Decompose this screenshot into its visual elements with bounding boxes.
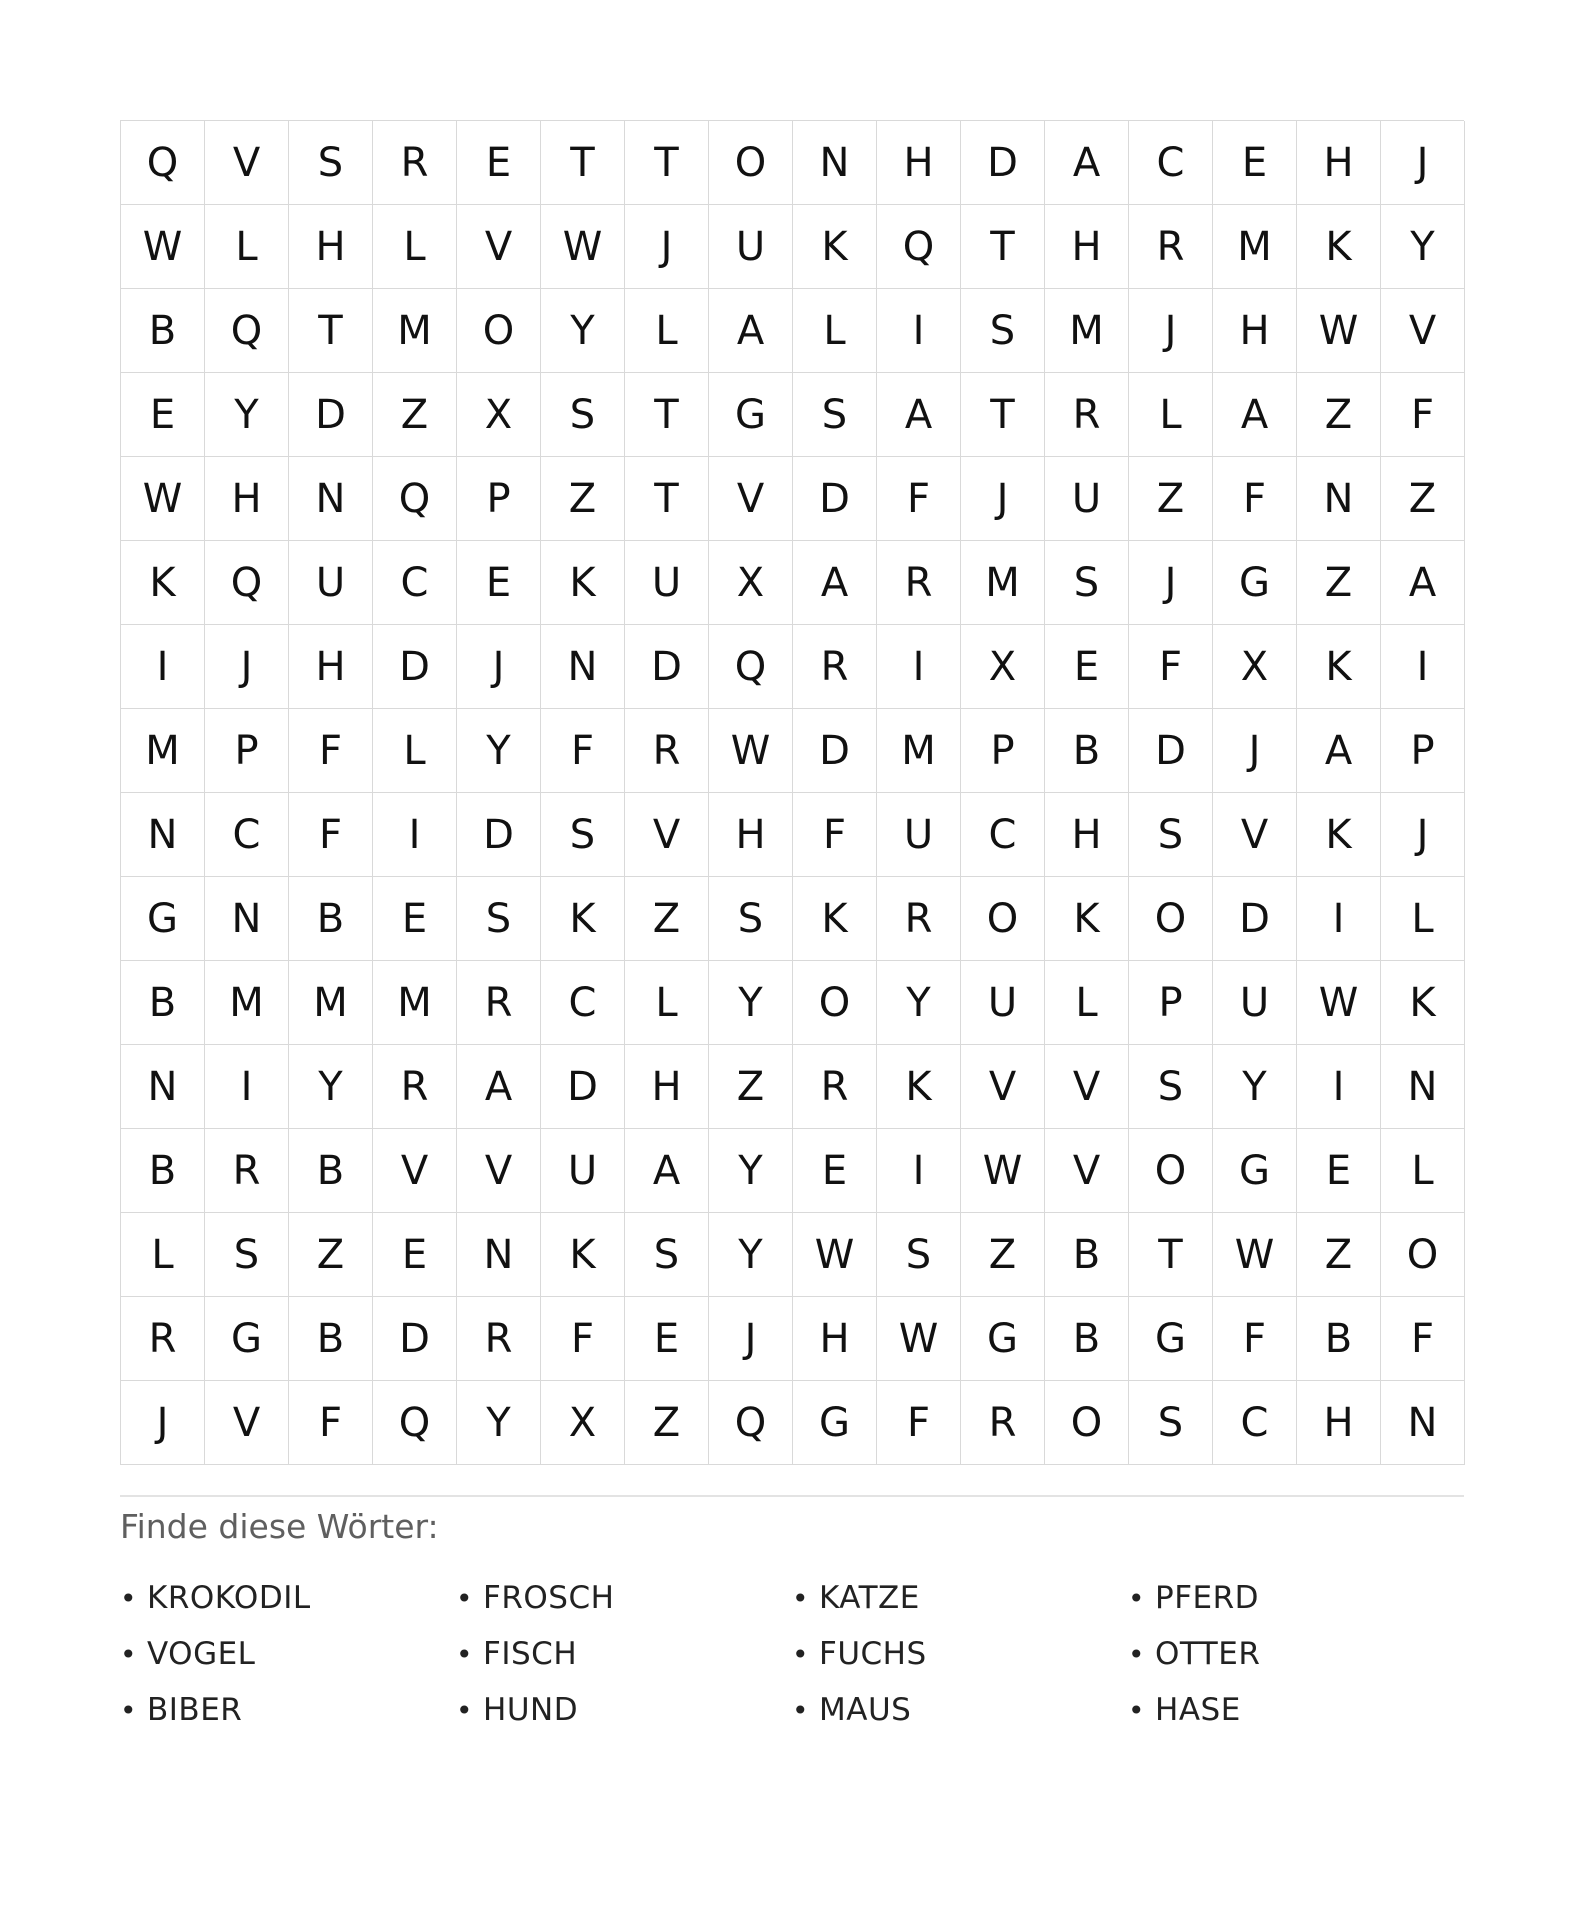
grid-cell[interactable]: H — [625, 1045, 709, 1129]
grid-cell[interactable]: J — [961, 457, 1045, 541]
grid-cell[interactable]: G — [793, 1381, 877, 1465]
word-label: HUND — [483, 1692, 579, 1728]
grid-cell[interactable]: N — [289, 457, 373, 541]
grid-cell[interactable]: H — [1297, 121, 1381, 205]
grid-cell[interactable]: D — [457, 793, 541, 877]
grid-cell[interactable]: I — [877, 289, 961, 373]
grid-cell[interactable]: K — [1297, 205, 1381, 289]
grid-cell[interactable]: H — [1045, 205, 1129, 289]
grid-cell[interactable]: F — [1381, 373, 1465, 457]
grid-cell[interactable]: J — [205, 625, 289, 709]
grid-cell[interactable]: M — [1213, 205, 1297, 289]
grid-cell[interactable]: G — [121, 877, 205, 961]
grid-cell[interactable]: R — [457, 1297, 541, 1381]
grid-cell[interactable]: Q — [709, 1381, 793, 1465]
grid-cell[interactable]: C — [373, 541, 457, 625]
grid-cell[interactable]: B — [289, 1129, 373, 1213]
grid-cell[interactable]: Z — [541, 457, 625, 541]
grid-cell[interactable]: U — [877, 793, 961, 877]
word-label: HASE — [1155, 1692, 1241, 1728]
grid-cell[interactable]: X — [709, 541, 793, 625]
word-list-item — [1128, 1682, 1464, 1738]
word-list-item — [1128, 1626, 1464, 1682]
grid-cell[interactable]: D — [373, 1297, 457, 1381]
grid-cell[interactable]: U — [541, 1129, 625, 1213]
grid-cell[interactable]: F — [877, 457, 961, 541]
grid-cell[interactable]: Z — [961, 1213, 1045, 1297]
grid-cell[interactable]: A — [1213, 373, 1297, 457]
grid-cell[interactable]: N — [121, 793, 205, 877]
grid-cell[interactable]: U — [1213, 961, 1297, 1045]
grid-cell[interactable]: E — [373, 1213, 457, 1297]
grid-cell[interactable]: A — [1381, 541, 1465, 625]
grid-cell[interactable]: H — [793, 1297, 877, 1381]
grid-cell[interactable]: F — [289, 793, 373, 877]
grid-cell[interactable]: V — [1213, 793, 1297, 877]
grid-cell[interactable]: R — [373, 1045, 457, 1129]
grid-cell[interactable]: G — [1213, 1129, 1297, 1213]
grid-cell[interactable]: N — [541, 625, 625, 709]
bullet-icon: • — [1128, 1637, 1146, 1671]
grid-cell[interactable]: W — [793, 1213, 877, 1297]
grid-cell[interactable]: M — [373, 289, 457, 373]
grid-cell[interactable]: E — [1213, 121, 1297, 205]
grid-cell[interactable]: A — [1045, 121, 1129, 205]
grid-cell[interactable]: M — [373, 961, 457, 1045]
grid-cell[interactable]: S — [625, 1213, 709, 1297]
grid-cell[interactable]: C — [541, 961, 625, 1045]
grid-cell[interactable]: A — [457, 1045, 541, 1129]
grid-cell[interactable]: J — [1129, 541, 1213, 625]
grid-cell[interactable]: U — [709, 205, 793, 289]
grid-cell[interactable]: B — [289, 1297, 373, 1381]
grid-cell[interactable]: V — [1045, 1129, 1129, 1213]
grid-cell[interactable]: G — [961, 1297, 1045, 1381]
word-label: FROSCH — [483, 1580, 615, 1616]
grid-cell[interactable]: L — [1129, 373, 1213, 457]
grid-cell[interactable]: C — [1129, 121, 1213, 205]
grid-cell[interactable]: H — [289, 625, 373, 709]
grid-cell[interactable]: S — [1129, 1381, 1213, 1465]
grid-cell[interactable]: L — [793, 289, 877, 373]
grid-cell[interactable]: G — [709, 373, 793, 457]
grid-cell[interactable]: Z — [1129, 457, 1213, 541]
grid-cell[interactable]: F — [541, 1297, 625, 1381]
grid-cell[interactable]: O — [1129, 877, 1213, 961]
grid-cell[interactable]: L — [1381, 1129, 1465, 1213]
word-label: PFERD — [1155, 1580, 1260, 1616]
grid-cell[interactable]: N — [121, 1045, 205, 1129]
grid-cell[interactable]: Y — [1213, 1045, 1297, 1129]
grid-cell[interactable]: F — [1129, 625, 1213, 709]
grid-cell[interactable]: Z — [1297, 373, 1381, 457]
grid-cell[interactable]: H — [877, 121, 961, 205]
grid-cell[interactable]: U — [289, 541, 373, 625]
grid-cell[interactable]: J — [1381, 121, 1465, 205]
grid-cell[interactable]: U — [1045, 457, 1129, 541]
grid-cell[interactable]: R — [373, 121, 457, 205]
grid-cell[interactable]: O — [1381, 1213, 1465, 1297]
grid-cell[interactable]: Z — [289, 1213, 373, 1297]
grid-cell[interactable]: M — [121, 709, 205, 793]
grid-cell[interactable]: K — [541, 541, 625, 625]
grid-cell[interactable]: Y — [289, 1045, 373, 1129]
word-label: MAUS — [819, 1692, 912, 1728]
bullet-icon: • — [120, 1693, 138, 1727]
grid-cell[interactable]: G — [1213, 541, 1297, 625]
grid-cell[interactable]: V — [709, 457, 793, 541]
letter-grid — [120, 120, 1464, 1465]
grid-cell[interactable]: V — [1045, 1045, 1129, 1129]
grid-cell[interactable]: O — [1129, 1129, 1213, 1213]
grid-cell[interactable]: K — [541, 877, 625, 961]
grid-cell[interactable]: D — [373, 625, 457, 709]
grid-cell[interactable]: F — [1381, 1297, 1465, 1381]
grid-cell[interactable]: W — [877, 1297, 961, 1381]
grid-cell[interactable]: R — [793, 625, 877, 709]
word-label: VOGEL — [147, 1636, 256, 1672]
grid-cell[interactable]: Z — [373, 373, 457, 457]
grid-cell[interactable]: T — [961, 205, 1045, 289]
grid-cell[interactable]: Y — [709, 961, 793, 1045]
grid-cell[interactable]: R — [1045, 373, 1129, 457]
grid-cell[interactable]: F — [289, 709, 373, 793]
grid-cell[interactable]: F — [289, 1381, 373, 1465]
grid-cell[interactable]: Q — [121, 121, 205, 205]
grid-cell[interactable]: D — [625, 625, 709, 709]
grid-cell[interactable]: I — [877, 1129, 961, 1213]
grid-cell[interactable]: V — [1381, 289, 1465, 373]
grid-cell[interactable]: V — [961, 1045, 1045, 1129]
grid-cell[interactable]: R — [205, 1129, 289, 1213]
word-list-item — [456, 1682, 792, 1738]
grid-cell[interactable]: T — [625, 457, 709, 541]
grid-cell[interactable]: F — [1213, 1297, 1297, 1381]
grid-cell[interactable]: P — [1381, 709, 1465, 793]
grid-cell[interactable]: O — [457, 289, 541, 373]
grid-cell[interactable]: P — [1129, 961, 1213, 1045]
word-list-item — [1128, 1570, 1464, 1626]
grid-cell[interactable]: E — [1297, 1129, 1381, 1213]
grid-cell[interactable]: N — [1297, 457, 1381, 541]
grid-cell[interactable]: L — [1045, 961, 1129, 1045]
grid-cell[interactable]: N — [1381, 1381, 1465, 1465]
grid-cell[interactable]: W — [541, 205, 625, 289]
grid-cell[interactable]: K — [793, 205, 877, 289]
grid-cell[interactable]: S — [1045, 541, 1129, 625]
bullet-icon: • — [456, 1581, 474, 1615]
grid-cell[interactable]: W — [1297, 961, 1381, 1045]
bullet-icon: • — [792, 1693, 810, 1727]
grid-cell[interactable]: A — [877, 373, 961, 457]
grid-cell[interactable]: T — [961, 373, 1045, 457]
grid-cell[interactable]: A — [625, 1129, 709, 1213]
grid-cell[interactable]: D — [541, 1045, 625, 1129]
grid-cell[interactable]: I — [1297, 1045, 1381, 1129]
grid-cell[interactable]: L — [205, 205, 289, 289]
grid-cell[interactable]: X — [541, 1381, 625, 1465]
grid-cell[interactable]: Z — [625, 1381, 709, 1465]
grid-cell[interactable]: G — [205, 1297, 289, 1381]
grid-cell[interactable]: V — [457, 205, 541, 289]
grid-cell[interactable]: R — [877, 877, 961, 961]
grid-cell[interactable]: Q — [205, 289, 289, 373]
grid-cell[interactable]: M — [877, 709, 961, 793]
grid-cell[interactable]: Z — [709, 1045, 793, 1129]
grid-cell[interactable]: M — [289, 961, 373, 1045]
grid-cell[interactable]: L — [373, 205, 457, 289]
grid-cell[interactable]: P — [961, 709, 1045, 793]
bullet-icon: • — [1128, 1581, 1146, 1615]
grid-cell[interactable]: H — [1045, 793, 1129, 877]
grid-cell[interactable]: B — [121, 961, 205, 1045]
grid-cell[interactable]: W — [961, 1129, 1045, 1213]
bullet-icon: • — [792, 1581, 810, 1615]
grid-cell[interactable]: O — [961, 877, 1045, 961]
grid-cell[interactable]: S — [793, 373, 877, 457]
grid-cell[interactable]: Q — [373, 1381, 457, 1465]
grid-cell[interactable]: D — [289, 373, 373, 457]
grid-cell[interactable]: W — [1297, 289, 1381, 373]
grid-cell[interactable]: R — [1129, 205, 1213, 289]
grid-cell[interactable]: J — [1129, 289, 1213, 373]
grid-cell[interactable]: M — [961, 541, 1045, 625]
word-list-title: Finde diese Wörter: — [120, 1507, 439, 1546]
grid-cell[interactable]: S — [289, 121, 373, 205]
grid-cell[interactable]: J — [709, 1297, 793, 1381]
bullet-icon: • — [456, 1693, 474, 1727]
grid-cell[interactable]: F — [541, 709, 625, 793]
grid-cell[interactable]: B — [1045, 1297, 1129, 1381]
grid-cell[interactable]: A — [709, 289, 793, 373]
word-label: FUCHS — [819, 1636, 927, 1672]
grid-cell[interactable]: L — [373, 709, 457, 793]
grid-cell[interactable]: I — [1297, 877, 1381, 961]
grid-cell[interactable]: D — [961, 121, 1045, 205]
grid-cell[interactable]: S — [1129, 1045, 1213, 1129]
grid-cell[interactable]: B — [289, 877, 373, 961]
grid-cell[interactable]: S — [961, 289, 1045, 373]
grid-cell[interactable]: Z — [1381, 457, 1465, 541]
word-label: KATZE — [819, 1580, 920, 1616]
grid-cell[interactable]: H — [1297, 1381, 1381, 1465]
grid-cell[interactable]: R — [793, 1045, 877, 1129]
grid-cell[interactable]: E — [1045, 625, 1129, 709]
word-list-item — [792, 1570, 1128, 1626]
grid-cell[interactable]: S — [205, 1213, 289, 1297]
grid-cell[interactable]: Z — [1297, 1213, 1381, 1297]
word-search-puzzle — [120, 120, 1464, 1738]
grid-cell[interactable]: Y — [541, 289, 625, 373]
grid-cell[interactable]: K — [1381, 961, 1465, 1045]
grid-cell[interactable]: A — [1297, 709, 1381, 793]
grid-cell[interactable]: B — [121, 289, 205, 373]
grid-cell[interactable]: T — [625, 121, 709, 205]
grid-cell[interactable]: W — [1213, 1213, 1297, 1297]
word-list-item — [120, 1682, 456, 1738]
grid-cell[interactable]: Q — [373, 457, 457, 541]
grid-cell[interactable]: T — [541, 121, 625, 205]
word-list-item — [456, 1570, 792, 1626]
grid-cell[interactable]: Z — [625, 877, 709, 961]
grid-cell[interactable]: R — [121, 1297, 205, 1381]
grid-cell[interactable]: V — [205, 1381, 289, 1465]
grid-cell[interactable]: R — [457, 961, 541, 1045]
grid-cell[interactable]: H — [709, 793, 793, 877]
grid-cell[interactable]: D — [1129, 709, 1213, 793]
grid-cell[interactable]: N — [793, 121, 877, 205]
grid-cell[interactable]: X — [1213, 625, 1297, 709]
grid-cell[interactable]: W — [121, 457, 205, 541]
grid-cell[interactable]: R — [961, 1381, 1045, 1465]
grid-cell[interactable]: B — [1297, 1297, 1381, 1381]
grid-cell[interactable]: V — [373, 1129, 457, 1213]
word-list-item — [456, 1626, 792, 1682]
grid-cell[interactable]: L — [625, 961, 709, 1045]
grid-cell[interactable]: K — [877, 1045, 961, 1129]
grid-cell[interactable]: V — [205, 121, 289, 205]
grid-cell[interactable]: P — [205, 709, 289, 793]
word-list-item — [120, 1626, 456, 1682]
grid-cell[interactable]: H — [1213, 289, 1297, 373]
grid-cell[interactable]: P — [457, 457, 541, 541]
grid-cell[interactable]: H — [205, 457, 289, 541]
grid-cell[interactable]: K — [1297, 625, 1381, 709]
grid-cell[interactable]: J — [625, 205, 709, 289]
grid-cell[interactable]: Y — [205, 373, 289, 457]
grid-cell[interactable]: R — [877, 541, 961, 625]
grid-cell[interactable]: J — [1381, 793, 1465, 877]
grid-cell[interactable]: S — [457, 877, 541, 961]
grid-cell[interactable]: J — [1213, 709, 1297, 793]
grid-cell[interactable]: F — [793, 793, 877, 877]
grid-cell[interactable]: E — [793, 1129, 877, 1213]
grid-cell[interactable]: M — [205, 961, 289, 1045]
grid-cell[interactable]: Y — [1381, 205, 1465, 289]
grid-cell[interactable]: Q — [877, 205, 961, 289]
grid-cell[interactable]: Q — [205, 541, 289, 625]
grid-cell[interactable]: F — [877, 1381, 961, 1465]
grid-cell[interactable]: I — [877, 625, 961, 709]
grid-cell[interactable]: D — [793, 457, 877, 541]
grid-cell[interactable]: U — [961, 961, 1045, 1045]
grid-cell[interactable]: N — [205, 877, 289, 961]
bullet-icon: • — [456, 1637, 474, 1671]
grid-cell[interactable]: O — [1045, 1381, 1129, 1465]
grid-cell[interactable]: Y — [709, 1213, 793, 1297]
grid-cell[interactable]: S — [877, 1213, 961, 1297]
grid-cell[interactable]: S — [709, 877, 793, 961]
grid-cell[interactable]: E — [625, 1297, 709, 1381]
grid-cell[interactable]: Y — [709, 1129, 793, 1213]
bullet-icon: • — [792, 1637, 810, 1671]
grid-cell[interactable]: C — [205, 793, 289, 877]
divider — [120, 1495, 1464, 1497]
grid-cell[interactable]: L — [1381, 877, 1465, 961]
grid-cell[interactable]: Z — [1297, 541, 1381, 625]
grid-cell[interactable]: S — [1129, 793, 1213, 877]
word-list-item — [792, 1682, 1128, 1738]
grid-cell[interactable]: K — [1045, 877, 1129, 961]
grid-cell[interactable]: J — [121, 1381, 205, 1465]
grid-cell[interactable]: W — [709, 709, 793, 793]
grid-cell[interactable]: T — [1129, 1213, 1213, 1297]
grid-cell[interactable]: V — [625, 793, 709, 877]
grid-cell[interactable]: I — [121, 625, 205, 709]
grid-cell[interactable]: B — [1045, 1213, 1129, 1297]
grid-cell[interactable]: T — [625, 373, 709, 457]
grid-cell[interactable]: T — [289, 289, 373, 373]
grid-cell[interactable]: U — [625, 541, 709, 625]
word-label: BIBER — [147, 1692, 243, 1728]
grid-cell[interactable]: I — [205, 1045, 289, 1129]
grid-cell[interactable]: L — [625, 289, 709, 373]
grid-cell[interactable]: A — [793, 541, 877, 625]
grid-cell[interactable]: X — [961, 625, 1045, 709]
grid-cell[interactable]: N — [1381, 1045, 1465, 1129]
word-list-item — [120, 1570, 456, 1626]
grid-cell[interactable]: D — [793, 709, 877, 793]
grid-cell[interactable]: Y — [457, 709, 541, 793]
grid-cell[interactable]: K — [1297, 793, 1381, 877]
grid-cell[interactable]: I — [373, 793, 457, 877]
grid-cell[interactable]: V — [457, 1129, 541, 1213]
grid-cell[interactable]: X — [457, 373, 541, 457]
grid-cell[interactable]: G — [1129, 1297, 1213, 1381]
bullet-icon: • — [120, 1581, 138, 1615]
grid-cell[interactable]: M — [1045, 289, 1129, 373]
grid-cell[interactable]: E — [121, 373, 205, 457]
grid-cell[interactable]: B — [1045, 709, 1129, 793]
word-label: KROKODIL — [147, 1580, 311, 1616]
grid-cell[interactable]: O — [709, 121, 793, 205]
grid-cell[interactable]: S — [541, 793, 625, 877]
grid-cell[interactable]: K — [541, 1213, 625, 1297]
grid-cell[interactable]: I — [1381, 625, 1465, 709]
word-list — [120, 1570, 1464, 1738]
word-label: FISCH — [483, 1636, 578, 1672]
grid-cell[interactable]: E — [373, 877, 457, 961]
grid-cell[interactable]: K — [793, 877, 877, 961]
word-label: OTTER — [1155, 1636, 1261, 1672]
grid-cell[interactable]: B — [121, 1129, 205, 1213]
grid-cell[interactable]: C — [1213, 1381, 1297, 1465]
grid-cell[interactable]: Y — [457, 1381, 541, 1465]
grid-cell[interactable]: L — [121, 1213, 205, 1297]
grid-cell[interactable]: D — [1213, 877, 1297, 961]
grid-cell[interactable]: E — [457, 541, 541, 625]
grid-cell[interactable]: E — [457, 121, 541, 205]
grid-cell[interactable]: J — [457, 625, 541, 709]
grid-cell[interactable]: F — [1213, 457, 1297, 541]
grid-cell[interactable]: O — [793, 961, 877, 1045]
grid-cell[interactable]: C — [961, 793, 1045, 877]
bullet-icon: • — [1128, 1693, 1146, 1727]
word-list-item — [792, 1626, 1128, 1682]
grid-cell[interactable]: N — [457, 1213, 541, 1297]
grid-cell[interactable]: W — [121, 205, 205, 289]
grid-cell[interactable]: H — [289, 205, 373, 289]
bullet-icon: • — [120, 1637, 138, 1671]
grid-cell[interactable]: S — [541, 373, 625, 457]
grid-cell[interactable]: Y — [877, 961, 961, 1045]
grid-cell[interactable]: R — [625, 709, 709, 793]
grid-cell[interactable]: Q — [709, 625, 793, 709]
grid-cell[interactable]: K — [121, 541, 205, 625]
